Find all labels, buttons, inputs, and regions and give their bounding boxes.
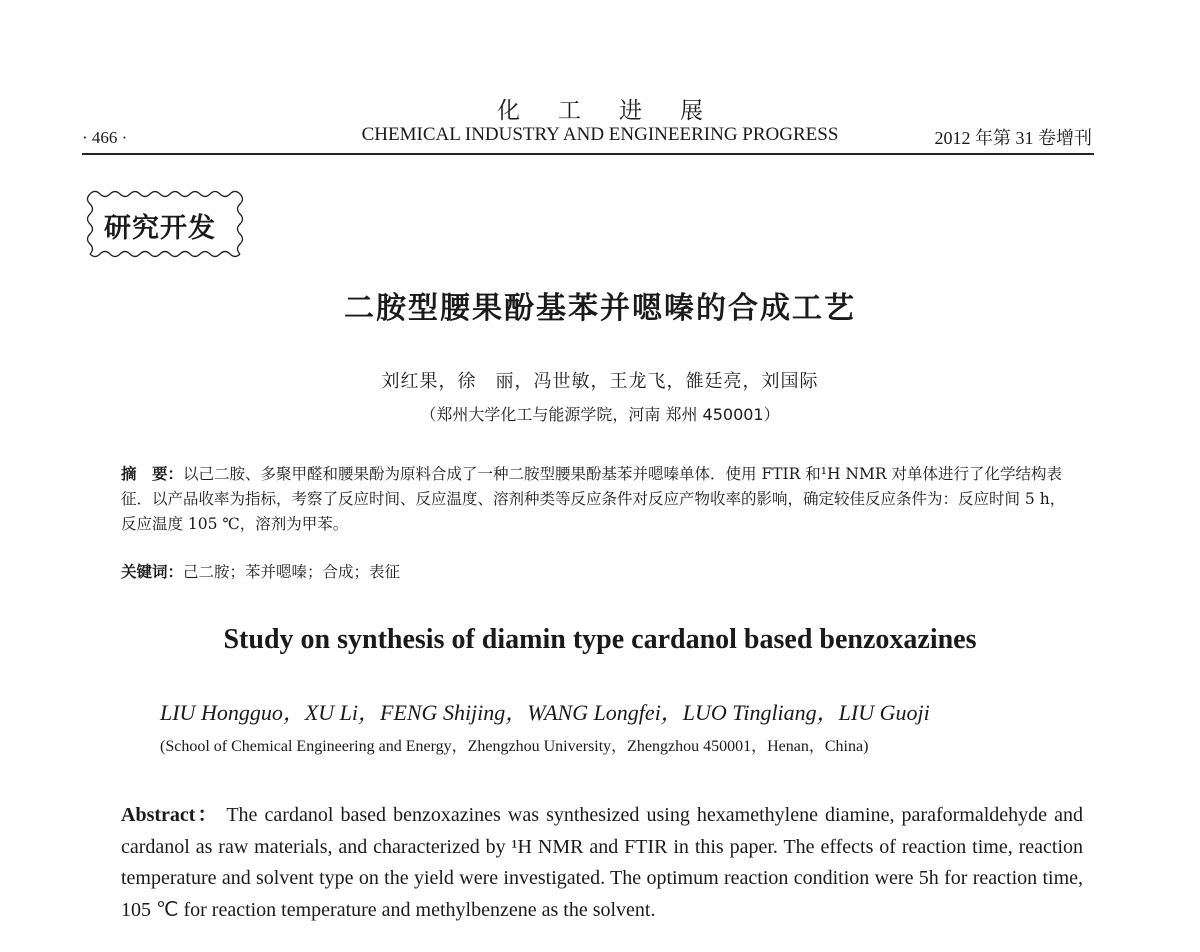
- abstract-label-en: Abstract：: [121, 804, 220, 826]
- page-number: · 466 ·: [82, 128, 128, 147]
- affiliation-cn: （郑州大学化工与能源学院，河南 郑州 450001）: [420, 405, 780, 424]
- keywords-text-cn: 己二胺；苯并嗯嗪；合成；表征: [183, 563, 401, 581]
- abstract-text-cn: 以己二胺、多聚甲醛和腰果酚为原料合成了一种二胺型腰果酚基苯并嗯嗪单体．使用 FTIR 和¹H NMR 对单体进行了化学结构表征．以产品收率为指标，考察了反应时间、反应温度、溶剂种类等反应条件对反应产物收率的影响，确定较佳反应条件为：反应时间 5 h，反应温度 105 ℃，溶剂为甲苯。: [121, 465, 1066, 533]
- abstract-cn: [121, 462, 1073, 537]
- header-rule: [82, 153, 1094, 155]
- article-title-en: Study on synthesis of diamin type cardanol based benzoxazines: [223, 624, 977, 655]
- journal-title-en: CHEMICAL INDUSTRY AND ENGINEERING PROGRESS: [361, 124, 839, 145]
- abstract-text-en: The cardanol based benzoxazines was synthesized using hexamethylene diamine, paraformaldehyde and cardanol as raw materials, and characterized by ¹H NMR and FTIR in this paper. The effects of reaction time, reaction temperature and solvent type on the yield were investigated. The optimum reaction condition were 5h for reaction time, 105 ℃ for reaction temperature and methylbenzene as the solvent.: [121, 804, 1084, 921]
- journal-title-cn: 化工进展: [497, 98, 741, 124]
- keywords-label-cn: 关键词：: [121, 563, 184, 581]
- abstract-en: [121, 800, 1083, 926]
- issue-info: 2012 年第 31 卷增刊: [934, 128, 1092, 148]
- keywords-cn: [121, 560, 400, 582]
- article-title-cn: 二胺型腰果酚基苯并嗯嗪的合成工艺: [344, 291, 856, 326]
- affiliation-en: (School of Chemical Engineering and Energy，Zhengzhou University，Zhengzhou 450001，Henan，China): [160, 738, 869, 755]
- authors-cn: 刘红果，徐 丽，冯世敏，王龙飞，雒廷亮，刘国际: [381, 371, 819, 392]
- authors-en: LIU Hongguo，XU Li，FENG Shijing，WANG Longfei，LUO Tingliang，LIU Guoji: [160, 700, 930, 725]
- section-label: 研究开发: [104, 213, 216, 244]
- abstract-label-cn: 摘 要：: [121, 465, 184, 483]
